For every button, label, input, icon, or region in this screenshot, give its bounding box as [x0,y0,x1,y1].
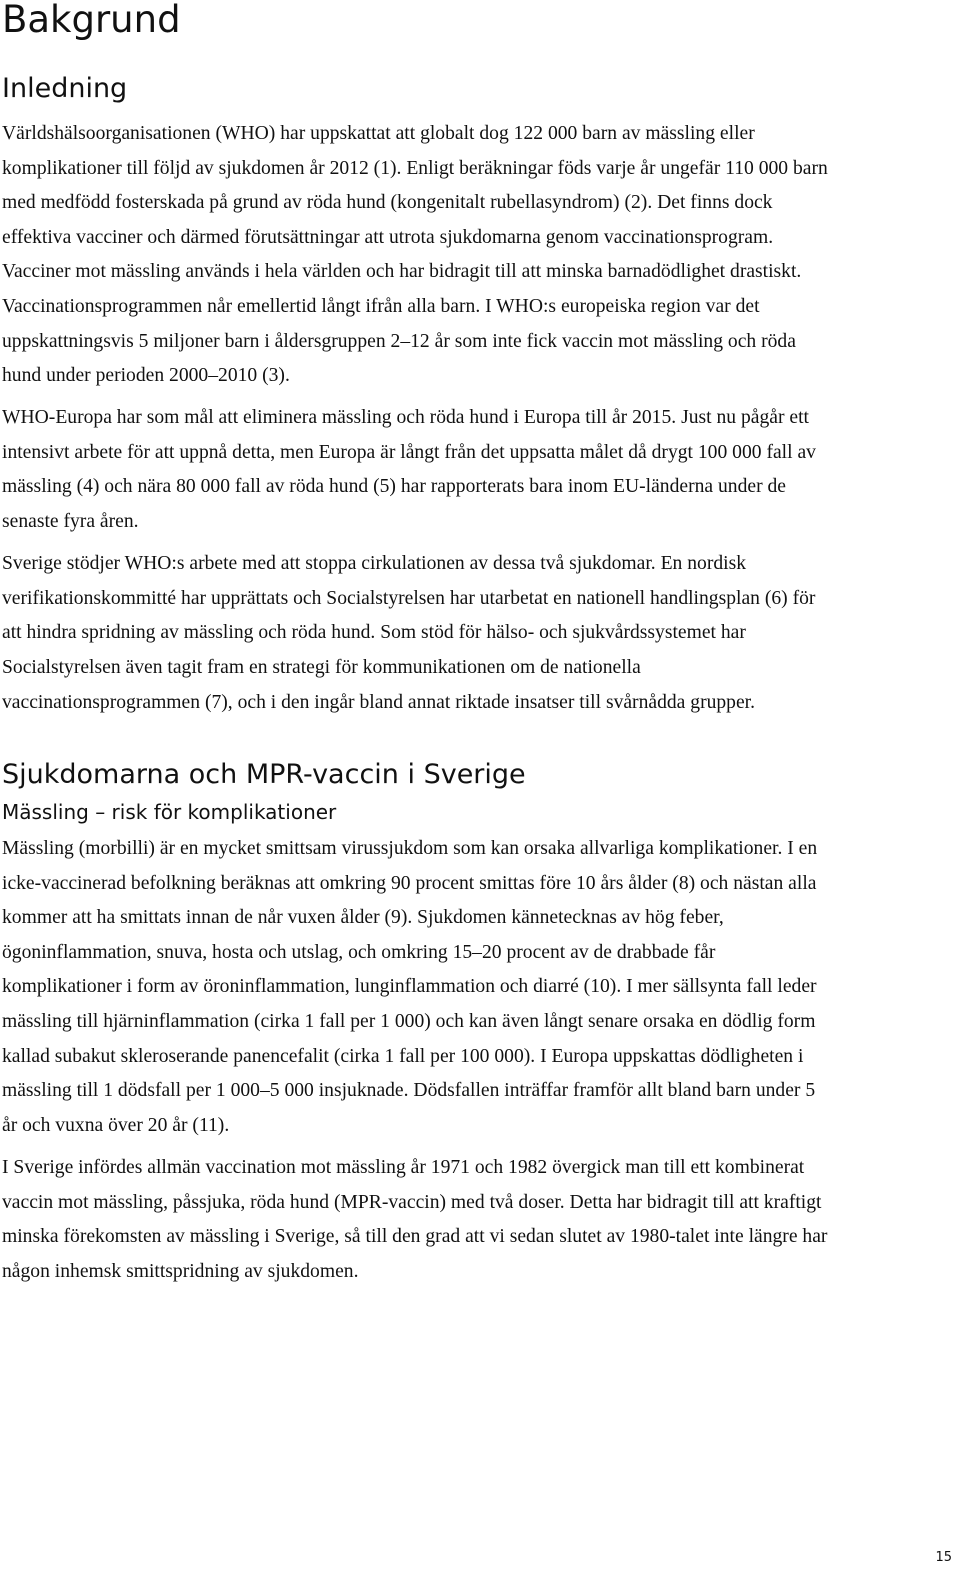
subsection-title-massling: Mässling – risk för komplikationer [2,800,337,825]
paragraph: Mässling (morbilli) är en mycket smittsam virussjukdom som kan orsaka allvarliga komplikationer. I en icke-vaccinerad befolkning beräknas att omkring 90 procent smittas före 10 års ålder (8) och nästan alla kommer att ha smittats innan de når vuxen ålder (9). Sjukdomen kännetecknas av hög feber, ögoninflammation, snuva, hosta och utslag, och omkring 15–20 procent av de drabbade får komplikationer i form av öroninflammation, lunginflammation och diarré (10). I mer sällsynta fall leder mässling till hjärninflammation (cirka 1 fall per 1 000) och kan även långt senare orsaka en dödlig form kallad subakut skleroserande panencefalit (cirka 1 fall per 100 000). I Europa uppskattas dödligheten i mässling till 1 dödsfall per 1 000–5 000 insjuknade. Dödsfallen inträffar framför allt bland barn under 5 år och vuxna över 20 år (11). [2,838,818,1136]
paragraph: I Sverige infördes allmän vaccination mot mässling år 1971 och 1982 övergick man till ett kombinerat vaccin mot mässling, påssjuka, röda hund (MPR-vaccin) med två doser. Detta har bidragit till att kraftigt minska förekomsten av mässling i Sverige, så till den grad att vi sedan slutet av 1980-talet inte längre har någon inhemsk smittspridning av sjukdomen. [2,1156,828,1282]
paragraph: WHO-Europa har som mål att eliminera mässling och röda hund i Europa till år 2015. Just nu pågår ett intensivt arbete för att uppnå detta, men Europa är långt från det uppsatta målet då drygt 100 000 fall av mässling (4) och nära 80 000 fall av röda hund (5) har rapporterats bara inom EU-länderna under de senaste fyra åren. [2,407,816,533]
section-title-inledning: Inledning [2,73,128,104]
paragraph: Världshälsoorganisationen (WHO) har uppskattat att globalt dog 122 000 barn av mässling eller komplikationer till följd av sjukdomen år 2012 (1). Enligt beräkningar föds varje år ungefär 110 000 barn med medfödd fosterskada på grund av röda hund (kongenitalt rubellasyndrom) (2). Det finns dock effektiva vacciner och därmed förutsättningar att utrota sjukdomarna genom vaccinationsprogram. Vacciner mot mässling används i hela världen och har bidragit till att minska barnadödlighet drastiskt. Vaccinationsprogrammen når emellertid långt ifrån alla barn. I WHO:s europeiska region var det uppskattningsvis 5 miljoner barn i åldersgruppen 2–12 år som inte fick vaccin mot mässling och röda hund under perioden 2000–2010 (3). [2,123,828,387]
page-number: 15 [935,1550,952,1565]
document-page [2,0,828,1297]
section-title-sjukdomarna: Sjukdomarna och MPR-vaccin i Sverige [2,759,526,791]
paragraph: Sverige stödjer WHO:s arbete med att stoppa cirkulationen av dessa två sjukdomar. En nordisk verifikationskommitté har upprättats och Socialstyrelsen har utarbetat en nationell handlingsplan (6) för att hindra spridning av mässling och röda hund. Som stöd för hälso- och sjukvårdssystemet har Socialstyrelsen även tagit fram en strategi för kommunikationen om de nationella vaccinationsprogrammen (7), och i den ingår bland annat riktade insatser till svårnådda grupper. [2,553,816,713]
page-heading: Bakgrund [2,0,181,41]
